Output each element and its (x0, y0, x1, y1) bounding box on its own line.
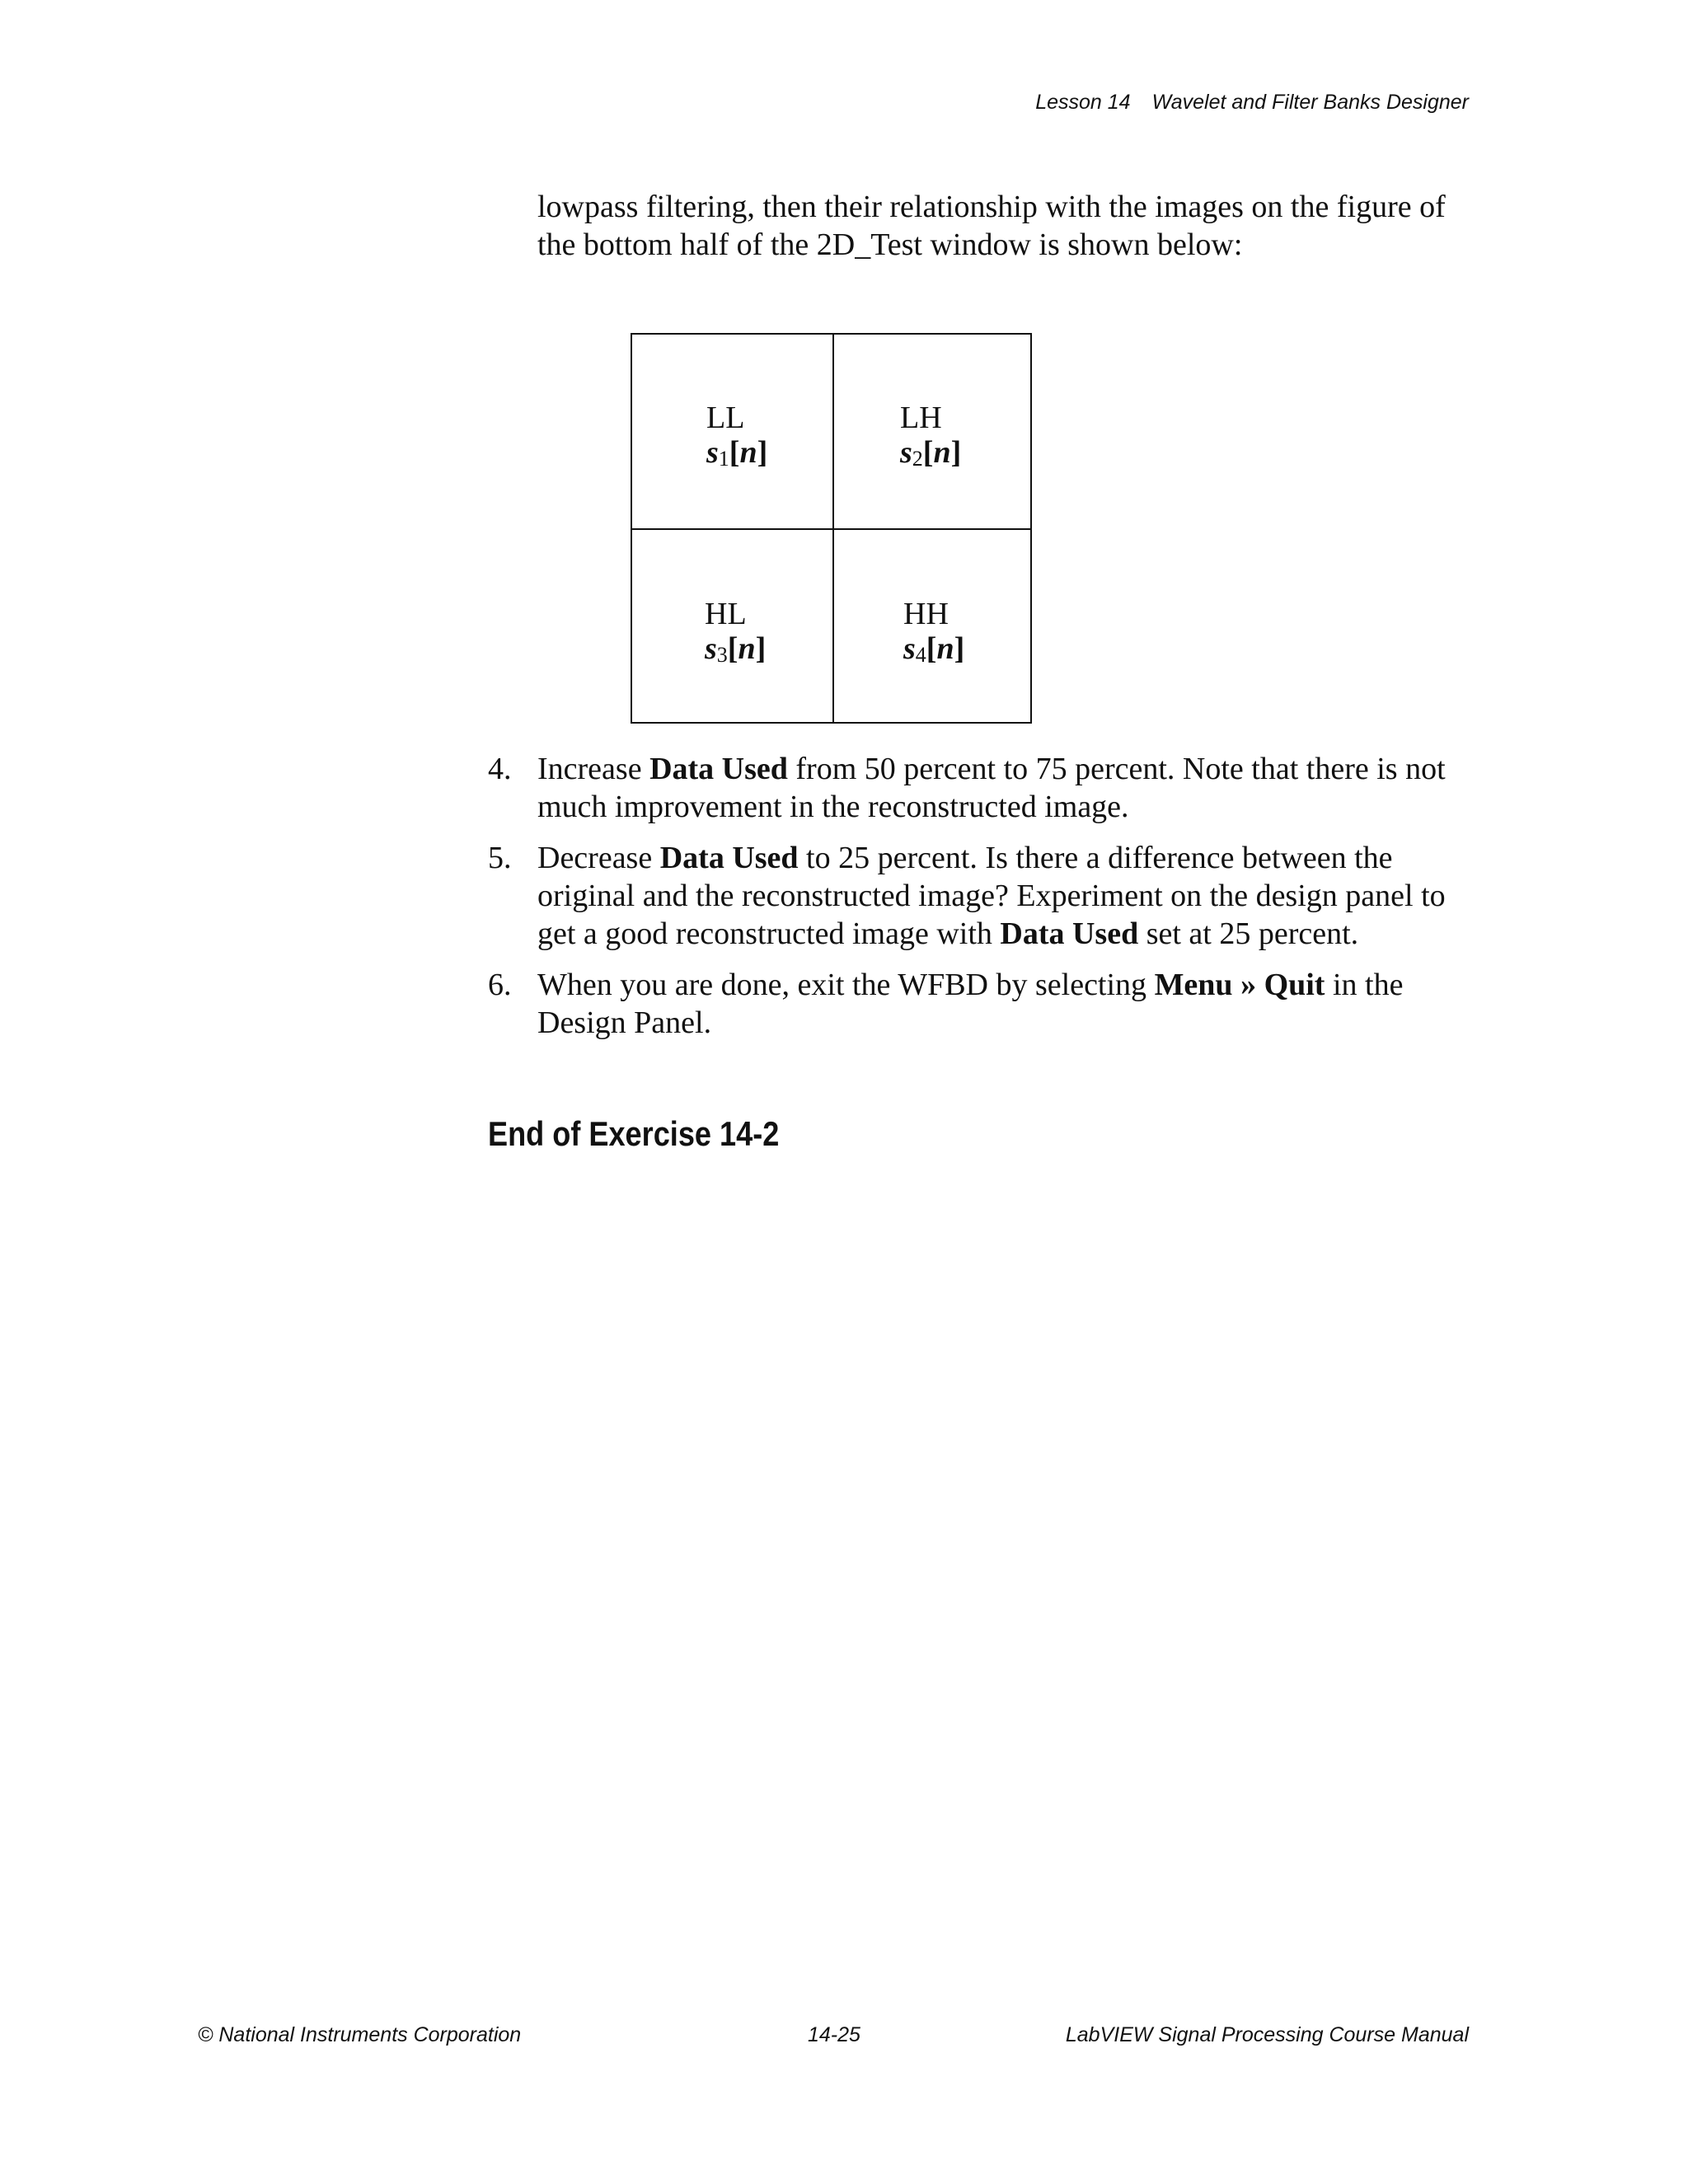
step-item: 6. When you are done, exit the WFBD by selecting Menu » Quit in the Design Panel. (488, 968, 1404, 1040)
footer-manual-title: LabVIEW Signal Processing Course Manual (1065, 2023, 1469, 2046)
cell-band: HL (705, 597, 747, 631)
step-number: 6. (488, 968, 512, 1002)
cell-hh (903, 597, 964, 666)
cell-lh (900, 401, 961, 470)
cell-signal: $s_2[n]$ (900, 435, 962, 471)
footer-copyright: © National Instruments Corporation (198, 2023, 522, 2046)
step-number: 5. (488, 841, 512, 875)
cell-band: LH (900, 401, 942, 435)
cell-signal: $s_4[n]$ (903, 631, 965, 667)
exercise-end-heading: End of Exercise 14-2 (488, 1114, 780, 1153)
footer-page-number: 14-25 (808, 2023, 860, 2046)
step-item: 5. Decrease Data Used to 25 percent. Is there a difference between the original and the reconstructed image? Experiment on the design panel to get a good reconstructed image with Data Used set at 25 percent. (488, 841, 1446, 951)
header-lesson: Lesson 14 (1035, 91, 1131, 114)
cell-hl (705, 597, 766, 666)
figure-horizontal-divider (632, 528, 1030, 530)
step-item: 4. Increase Data Used from 50 percent to 75 percent. Note that there is not much improvement in the reconstructed image. (488, 752, 1446, 824)
step-list (488, 750, 1477, 1055)
cell-band: LL (706, 401, 745, 435)
cell-signal: $s_1[n]$ (706, 435, 768, 471)
subband-figure (631, 333, 1032, 724)
running-header (1035, 91, 1469, 115)
cell-signal: $s_3[n]$ (705, 631, 767, 667)
header-title: Wavelet and Filter Banks Designer (1151, 91, 1469, 114)
cell-ll (706, 401, 767, 470)
cell-band: HH (903, 597, 949, 631)
intro-paragraph: lowpass filtering, then their relationship with the images on the figure of the bottom half of the 2D_Test window is shown below: (537, 190, 1446, 262)
step-number: 4. (488, 752, 512, 786)
